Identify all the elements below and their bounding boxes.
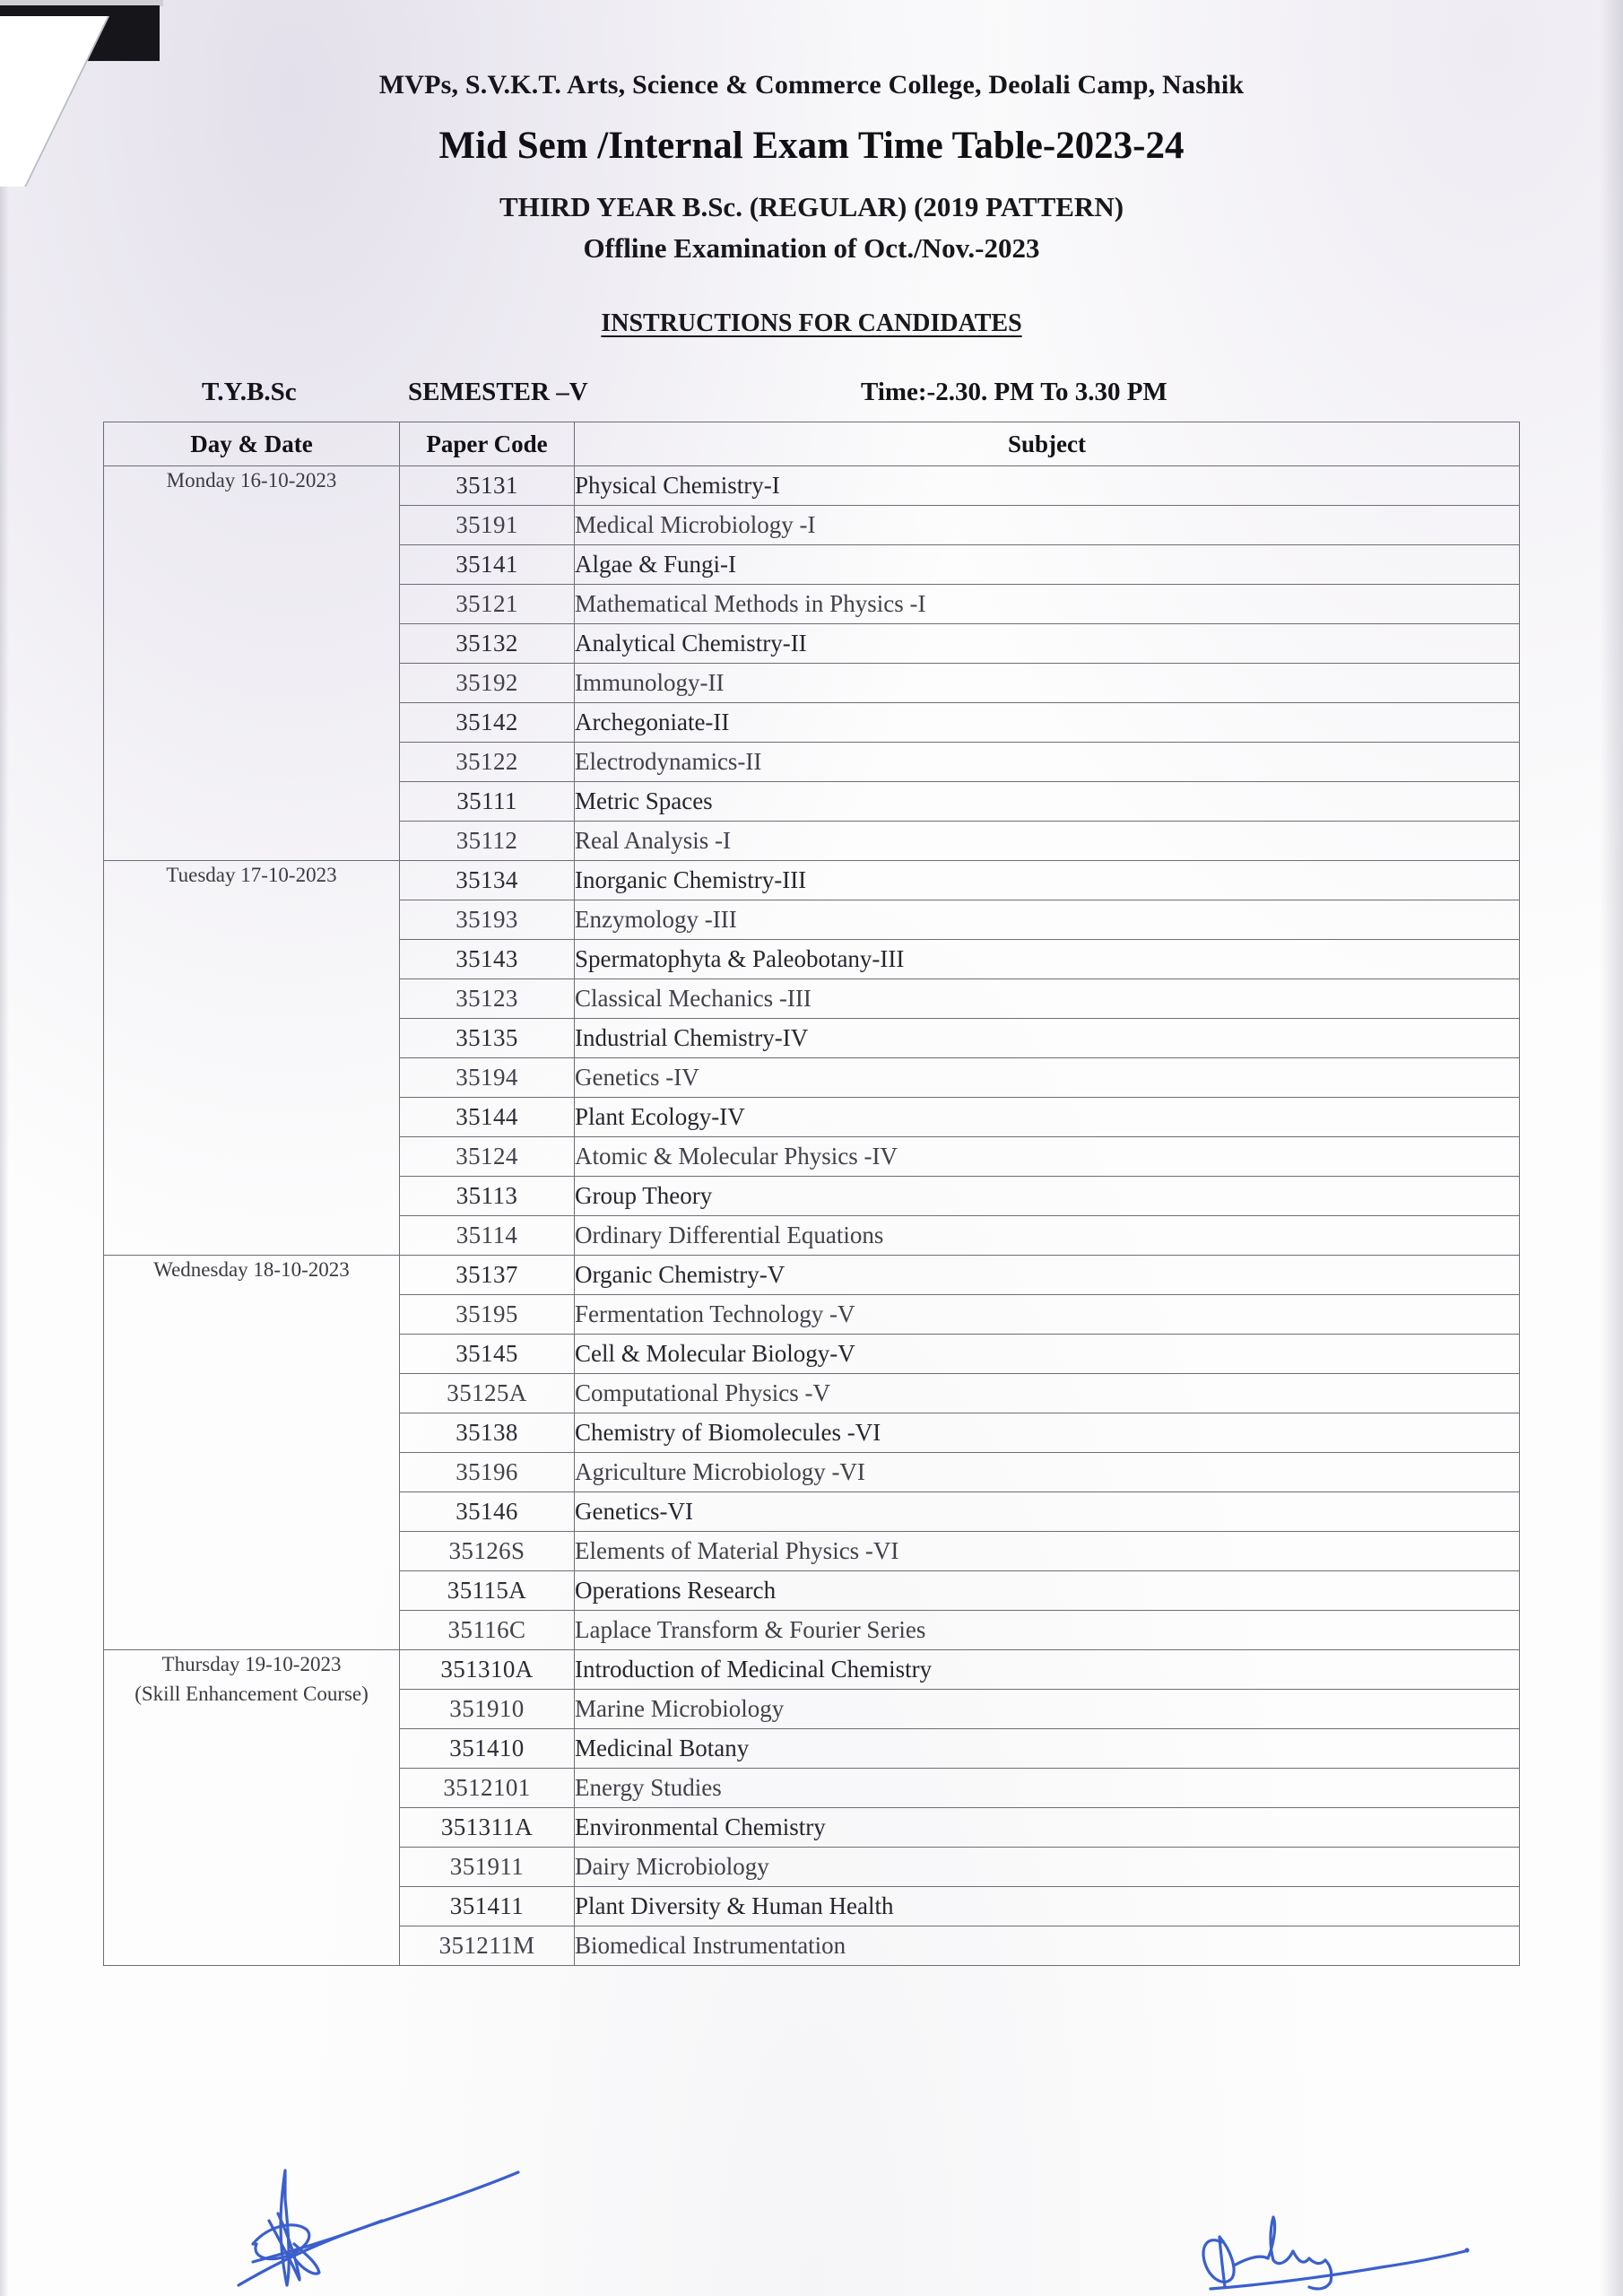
paper-code-cell: 351910	[400, 1690, 575, 1729]
subject-cell: Plant Ecology-IV	[575, 1098, 1520, 1137]
day-date-cell	[104, 466, 400, 861]
subject-cell: Marine Microbiology	[575, 1690, 1520, 1729]
day-date-text: Thursday 19-10-2023	[161, 1653, 342, 1675]
paper-code-cell: 3512101	[400, 1769, 575, 1808]
subject-cell: Physical Chemistry-I	[575, 466, 1520, 506]
paper-code-cell: 35123	[400, 979, 575, 1019]
day-date-cell	[104, 1650, 400, 1966]
subject-cell: Classical Mechanics -III	[575, 979, 1520, 1019]
paper-code-cell: 35145	[400, 1335, 575, 1374]
paper-code-cell: 35144	[400, 1098, 575, 1137]
paper-code-cell: 35125A	[400, 1374, 575, 1413]
paper-code-cell: 35195	[400, 1295, 575, 1335]
subject-cell: Introduction of Medicinal Chemistry	[575, 1650, 1520, 1690]
paper-code-cell: 35121	[400, 585, 575, 624]
paper-code-cell: 35115A	[400, 1571, 575, 1611]
paper-code-cell: 35132	[400, 624, 575, 664]
day-date-cell	[104, 861, 400, 1256]
subject-cell: Laplace Transform & Fourier Series	[575, 1611, 1520, 1650]
table-header	[104, 422, 1520, 466]
day-date-text: Monday 16-10-2023	[166, 469, 337, 491]
programme-line: THIRD YEAR B.Sc. (REGULAR) (2019 PATTERN)	[499, 191, 1124, 222]
paper-code-cell: 35131	[400, 466, 575, 506]
paper-code-cell: 35191	[400, 506, 575, 545]
table-row	[104, 1256, 1520, 1295]
paper-code-cell: 351911	[400, 1848, 575, 1887]
paper-code-cell: 35126S	[400, 1532, 575, 1571]
subject-cell: Agriculture Microbiology -VI	[575, 1453, 1520, 1492]
college-name: MVPs, S.V.K.T. Arts, Science & Commerce College, Deolali Camp, Nashik	[378, 70, 1245, 100]
subject-cell: Plant Diversity & Human Health	[575, 1887, 1520, 1926]
paper-code-cell: 35113	[400, 1177, 575, 1216]
subject-cell: Spermatophyta & Paleobotany-III	[575, 940, 1520, 979]
subject-cell: Chemistry of Biomolecules -VI	[575, 1413, 1520, 1453]
day-date-text: Tuesday 17-10-2023	[166, 864, 337, 886]
paper-code-cell: 35122	[400, 743, 575, 782]
subject-cell: Environmental Chemistry	[575, 1808, 1520, 1848]
subject-cell: Medical Microbiology -I	[575, 506, 1520, 545]
paper-code-cell: 35194	[400, 1058, 575, 1098]
subject-cell: Electrodynamics-II	[575, 743, 1520, 782]
day-date-cell	[104, 1256, 400, 1650]
paper-code-cell: 351310A	[400, 1650, 575, 1690]
paper-code-cell: 35141	[400, 545, 575, 585]
paper-code-cell: 351410	[400, 1729, 575, 1769]
signature-right	[1157, 2179, 1533, 2296]
paper-code-cell: 35114	[400, 1216, 575, 1256]
document-header	[0, 0, 1623, 338]
subject-cell: Analytical Chemistry-II	[575, 624, 1520, 664]
subject-cell: Genetics -IV	[575, 1058, 1520, 1098]
exam-timetable	[103, 422, 1520, 1966]
subject-cell: Energy Studies	[575, 1769, 1520, 1808]
paper-code-cell: 35124	[400, 1137, 575, 1177]
subject-cell: Dairy Microbiology	[575, 1848, 1520, 1887]
exam-time-label: Time:-2.30. PM To 3.30 PM	[861, 378, 1167, 406]
paper-code-cell: 35196	[400, 1453, 575, 1492]
table-header-row	[104, 422, 1520, 466]
paper-code-cell: 35192	[400, 664, 575, 703]
subject-cell: Computational Physics -V	[575, 1374, 1520, 1413]
subject-cell: Metric Spaces	[575, 782, 1520, 822]
subject-cell: Group Theory	[575, 1177, 1520, 1216]
day-note-text: (Skill Enhancement Course)	[135, 1682, 369, 1705]
paper-code-cell: 35111	[400, 782, 575, 822]
subject-cell: Medicinal Botany	[575, 1729, 1520, 1769]
column-header-subject: Subject	[575, 422, 1520, 466]
paper-code-cell: 35193	[400, 900, 575, 940]
table-row	[104, 1650, 1520, 1690]
paper-code-cell: 351411	[400, 1887, 575, 1926]
paper-code-cell: 35134	[400, 861, 575, 900]
subject-cell: Biomedical Instrumentation	[575, 1926, 1520, 1966]
paper-code-cell: 351211M	[400, 1926, 575, 1966]
course-label: T.Y.B.Sc	[202, 378, 297, 406]
paper-code-cell: 35142	[400, 703, 575, 743]
subject-cell: Mathematical Methods in Physics -I	[575, 585, 1520, 624]
subject-cell: Archegoniate-II	[575, 703, 1520, 743]
subject-cell: Fermentation Technology -V	[575, 1295, 1520, 1335]
exam-meta-row	[103, 378, 1520, 413]
exam-mode-line: Offline Examination of Oct./Nov.-2023	[583, 232, 1040, 264]
subject-cell: Inorganic Chemistry-III	[575, 861, 1520, 900]
paper-code-cell: 35112	[400, 822, 575, 861]
table-row	[104, 861, 1520, 900]
signature-left	[206, 2144, 565, 2296]
subject-cell: Ordinary Differential Equations	[575, 1216, 1520, 1256]
subject-cell: Organic Chemistry-V	[575, 1256, 1520, 1295]
paper-code-cell: 35146	[400, 1492, 575, 1532]
semester-label: SEMESTER –V	[408, 378, 588, 406]
paper-code-cell: 35137	[400, 1256, 575, 1295]
page-left-edge-shadow	[0, 0, 9, 2296]
subject-cell: Real Analysis -I	[575, 822, 1520, 861]
subject-cell: Enzymology -III	[575, 900, 1520, 940]
day-date-text: Wednesday 18-10-2023	[153, 1258, 350, 1281]
table-body	[104, 466, 1520, 1966]
paper-code-cell: 35135	[400, 1019, 575, 1058]
subject-cell: Genetics-VI	[575, 1492, 1520, 1532]
page-title: Mid Sem /Internal Exam Time Table-2023-24	[438, 125, 1185, 167]
table-row	[104, 466, 1520, 506]
paper-code-cell: 351311A	[400, 1808, 575, 1848]
page-right-edge-shadow	[1600, 0, 1623, 2296]
subject-cell: Cell & Molecular Biology-V	[575, 1335, 1520, 1374]
paper-code-cell: 35138	[400, 1413, 575, 1453]
paper-code-cell: 35116C	[400, 1611, 575, 1650]
subject-cell: Atomic & Molecular Physics -IV	[575, 1137, 1520, 1177]
subject-cell: Industrial Chemistry-IV	[575, 1019, 1520, 1058]
column-header-day-date: Day & Date	[104, 422, 400, 466]
subject-cell: Immunology-II	[575, 664, 1520, 703]
subject-cell: Operations Research	[575, 1571, 1520, 1611]
subject-cell: Elements of Material Physics -VI	[575, 1532, 1520, 1571]
column-header-paper-code: Paper Code	[400, 422, 575, 466]
timetable-container	[103, 422, 1520, 1966]
instructions-heading: INSTRUCTIONS FOR CANDIDATES	[601, 309, 1022, 337]
subject-cell: Algae & Fungi-I	[575, 545, 1520, 585]
paper-code-cell: 35143	[400, 940, 575, 979]
